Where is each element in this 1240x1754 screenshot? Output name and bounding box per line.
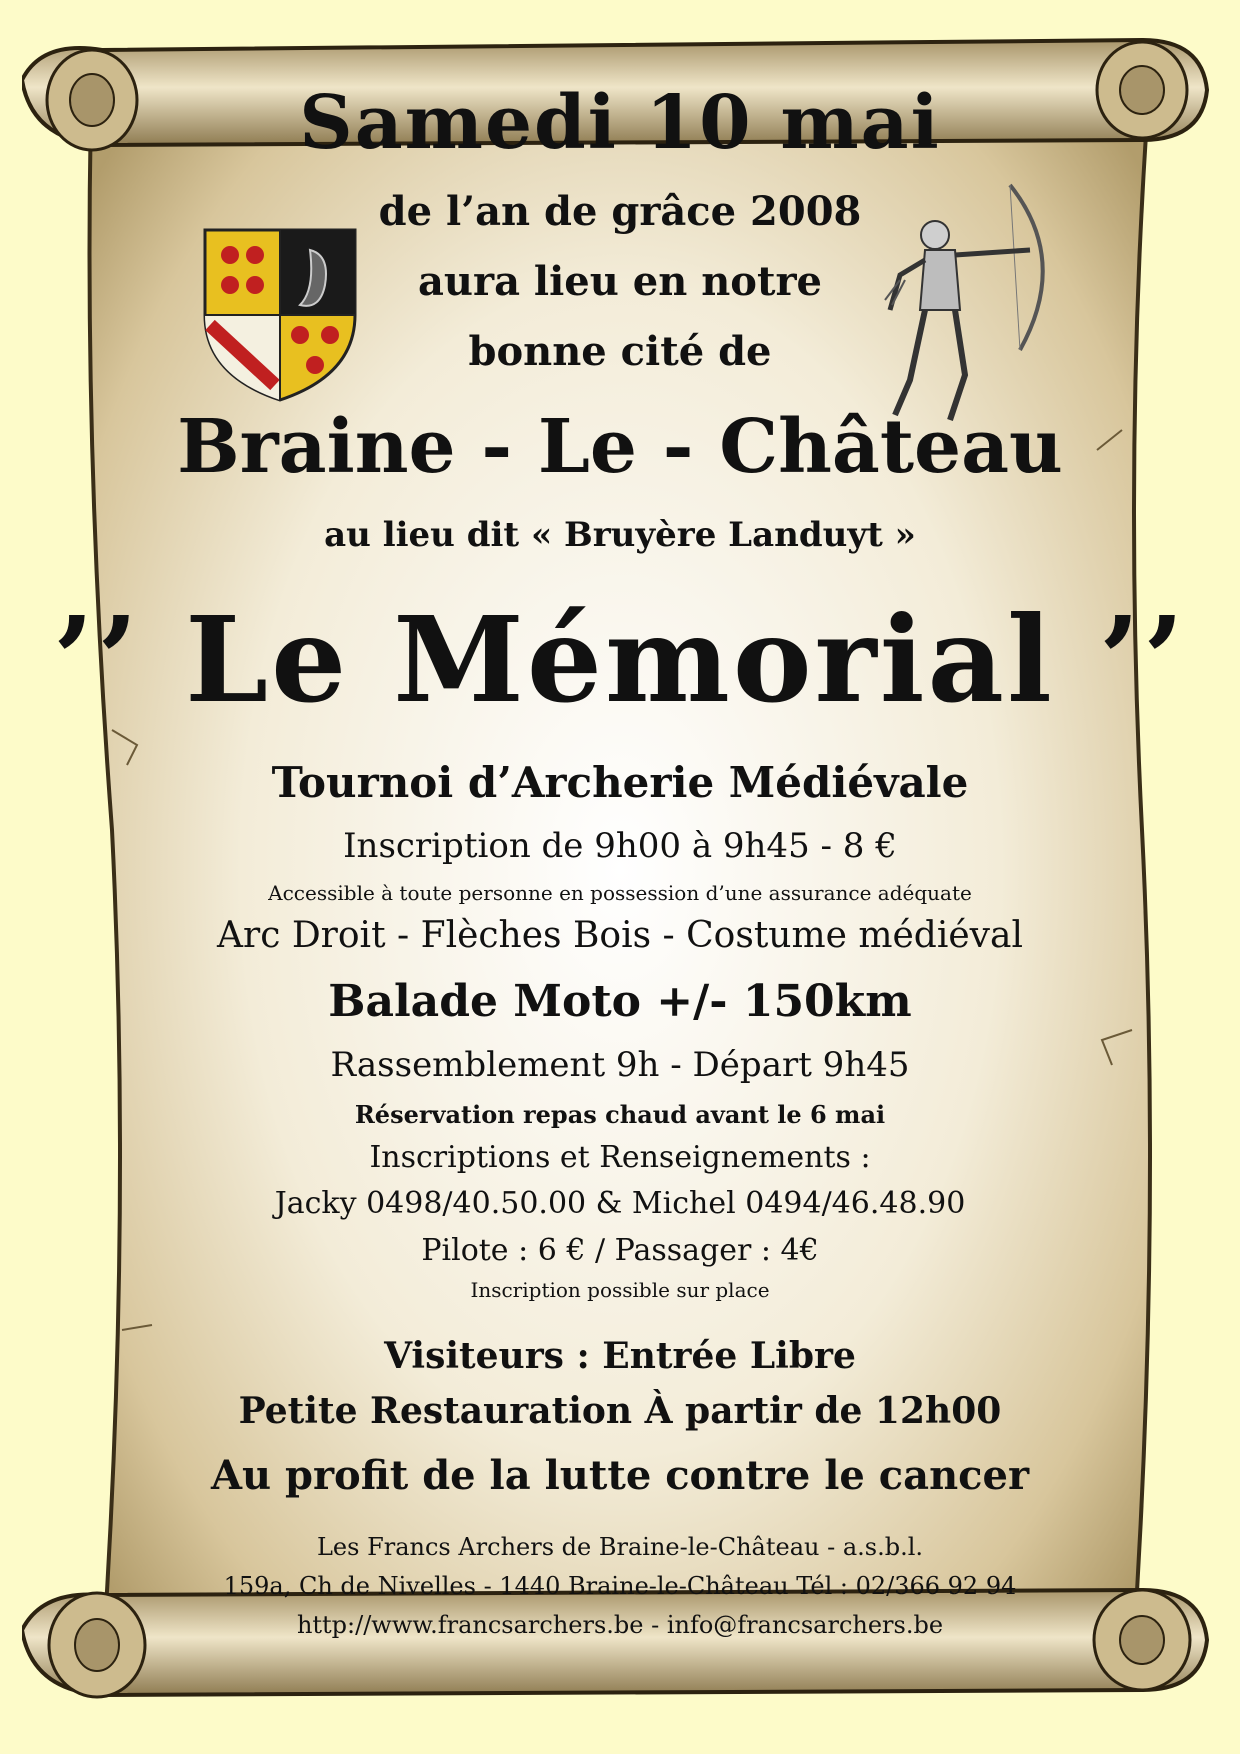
prices-line: Pilote : 6 € / Passager : 4€ xyxy=(421,1233,819,1268)
tournament-rules: Arc Droit - Flèches Bois - Costume médiéval xyxy=(217,915,1023,956)
charity-line: Au profit de la lutte contre le cancer xyxy=(210,1452,1030,1499)
footer-address: 159a, Ch de Nivelles - 1440 Braine-le-Château Tél : 02/366 92 94 xyxy=(223,1572,1017,1600)
onsite-note: Inscription possible sur place xyxy=(470,1278,770,1302)
moto-title: Balade Moto +/- 150km xyxy=(328,976,912,1027)
intro-line-1: aura lieu en notre xyxy=(418,258,822,305)
year-line: de l’an de grâce 2008 xyxy=(378,188,862,235)
coat-of-arms-icon xyxy=(200,225,360,405)
meal-note: Réservation repas chaud avant le 6 mai xyxy=(354,1100,886,1129)
footer-org: Les Francs Archers de Braine-le-Château - a.s.b.l. xyxy=(316,1533,924,1561)
insurance-note: Accessible à toute personne en possession d’une assurance adéquate xyxy=(268,881,972,905)
info-title: Inscriptions et Renseignements : xyxy=(369,1140,871,1175)
food-line: Petite Restauration À partir de 12h00 xyxy=(238,1390,1002,1432)
date-heading: Samedi 10 mai xyxy=(299,80,941,166)
town-name: Braine - Le - Château xyxy=(177,404,1063,490)
intro-line-2: bonne cité de xyxy=(468,328,772,375)
contacts-line: Jacky 0498/40.50.00 & Michel 0494/46.48.90 xyxy=(274,1186,966,1221)
footer-web: http://www.francsarchers.be - info@francsarchers.be xyxy=(296,1611,944,1639)
visitors-entry: Visiteurs : Entrée Libre xyxy=(384,1335,856,1377)
moto-schedule: Rassemblement 9h - Départ 9h45 xyxy=(330,1045,910,1085)
place-name: au lieu dit « Bruyère Landuyt » xyxy=(324,515,916,555)
tournament-registration: Inscription de 9h00 à 9h45 - 8 € xyxy=(343,826,897,866)
tournament-title: Tournoi d’Archerie Médiévale xyxy=(271,758,969,807)
event-title: ’’ Le Mémorial ’’ xyxy=(52,590,1188,729)
